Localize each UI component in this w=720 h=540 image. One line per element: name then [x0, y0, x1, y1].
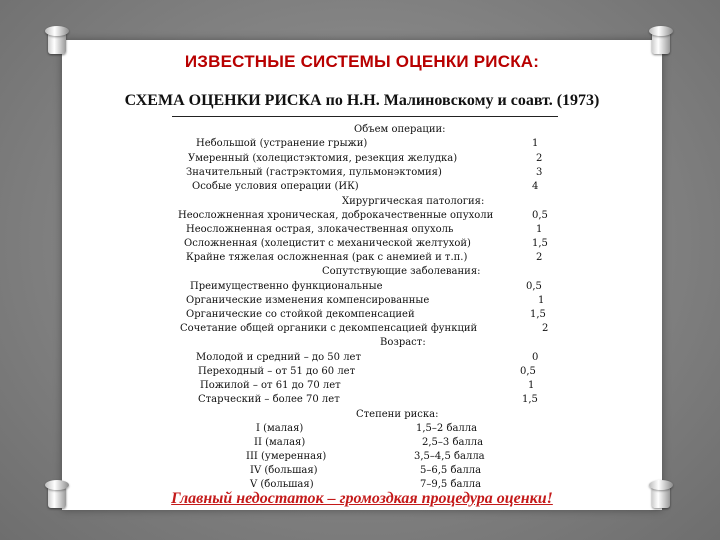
- section-heading-comorbidities: Сопутствующие заболевания:: [322, 266, 481, 277]
- row-value: 3,5–4,5 балла: [414, 451, 485, 462]
- row-value: 2,5–3 балла: [422, 437, 484, 448]
- footer-note: Главный недостаток – громоздкая процедура оценки!: [171, 490, 553, 507]
- row-value: 2: [536, 252, 543, 263]
- row-label: V (большая): [250, 479, 314, 490]
- row-label: II (малая): [254, 437, 306, 448]
- pushpin-icon: [48, 32, 66, 54]
- row-label: Неосложненная хроническая, доброкачественные опухоли: [178, 210, 494, 221]
- row-label: Крайне тяжелая осложненная (рак с анемией и т.п.): [186, 252, 468, 263]
- row-value: 1,5–2 балла: [416, 423, 478, 434]
- row-label: Осложненная (холецистит с механической желтухой): [184, 238, 471, 249]
- row-label: I (малая): [256, 423, 304, 434]
- row-label: Сочетание общей органики с декомпенсацией функций: [180, 323, 478, 334]
- row-label: Молодой и средний – до 50 лет: [196, 352, 361, 363]
- row-label: IV (большая): [250, 465, 318, 476]
- slide-title: ИЗВЕСТНЫЕ СИСТЕМЫ ОЦЕНКИ РИСКА:: [184, 52, 540, 71]
- row-value: 0,5: [526, 281, 542, 292]
- row-value: 3: [536, 167, 543, 178]
- row-value: 0,5: [520, 366, 536, 377]
- row-label: Пожилой – от 61 до 70 лет: [200, 380, 341, 391]
- row-label: Значительный (гастрэктомия, пульмонэктомия): [186, 167, 442, 178]
- row-label: Органические со стойкой декомпенсацией: [186, 309, 415, 320]
- divider: [172, 116, 558, 117]
- section-heading-risk: Степени риска:: [356, 409, 439, 420]
- section-heading-operation: Объем операции:: [354, 124, 446, 135]
- row-label: Преимущественно функциональные: [190, 281, 383, 292]
- row-value: 1,5: [530, 309, 546, 320]
- row-value: 0,5: [532, 210, 548, 221]
- row-label: Переходный – от 51 до 60 лет: [198, 366, 356, 377]
- section-heading-age: Возраст:: [380, 337, 426, 348]
- row-value: 1: [538, 295, 545, 306]
- row-value: 2: [536, 153, 543, 164]
- row-value: 2: [542, 323, 549, 334]
- row-value: 5–6,5 балла: [420, 465, 482, 476]
- row-value: 1,5: [522, 394, 538, 405]
- row-label: Старческий – более 70 лет: [198, 394, 340, 405]
- row-value: 1: [536, 224, 543, 235]
- row-value: 7–9,5 балла: [420, 479, 482, 490]
- row-label: Органические изменения компенсированные: [186, 295, 430, 306]
- row-value: 0: [532, 352, 539, 363]
- slide-subtitle: СХЕМА ОЦЕНКИ РИСКА по Н.Н. Малиновскому и соавт. (1973): [124, 92, 600, 109]
- row-label: Неосложненная острая, злокачественная опухоль: [186, 224, 454, 235]
- row-value: 1: [532, 138, 539, 149]
- pushpin-icon: [652, 32, 670, 54]
- row-value: 1: [528, 380, 535, 391]
- row-label: Небольшой (устранение грыжи): [196, 138, 368, 149]
- row-value: 4: [532, 181, 539, 192]
- row-value: 1,5: [532, 238, 548, 249]
- row-label: Умеренный (холецистэктомия, резекция желудка): [188, 153, 458, 164]
- row-label: III (умеренная): [246, 451, 327, 462]
- section-heading-pathology: Хирургическая патология:: [342, 196, 485, 207]
- row-label: Особые условия операции (ИК): [192, 181, 359, 192]
